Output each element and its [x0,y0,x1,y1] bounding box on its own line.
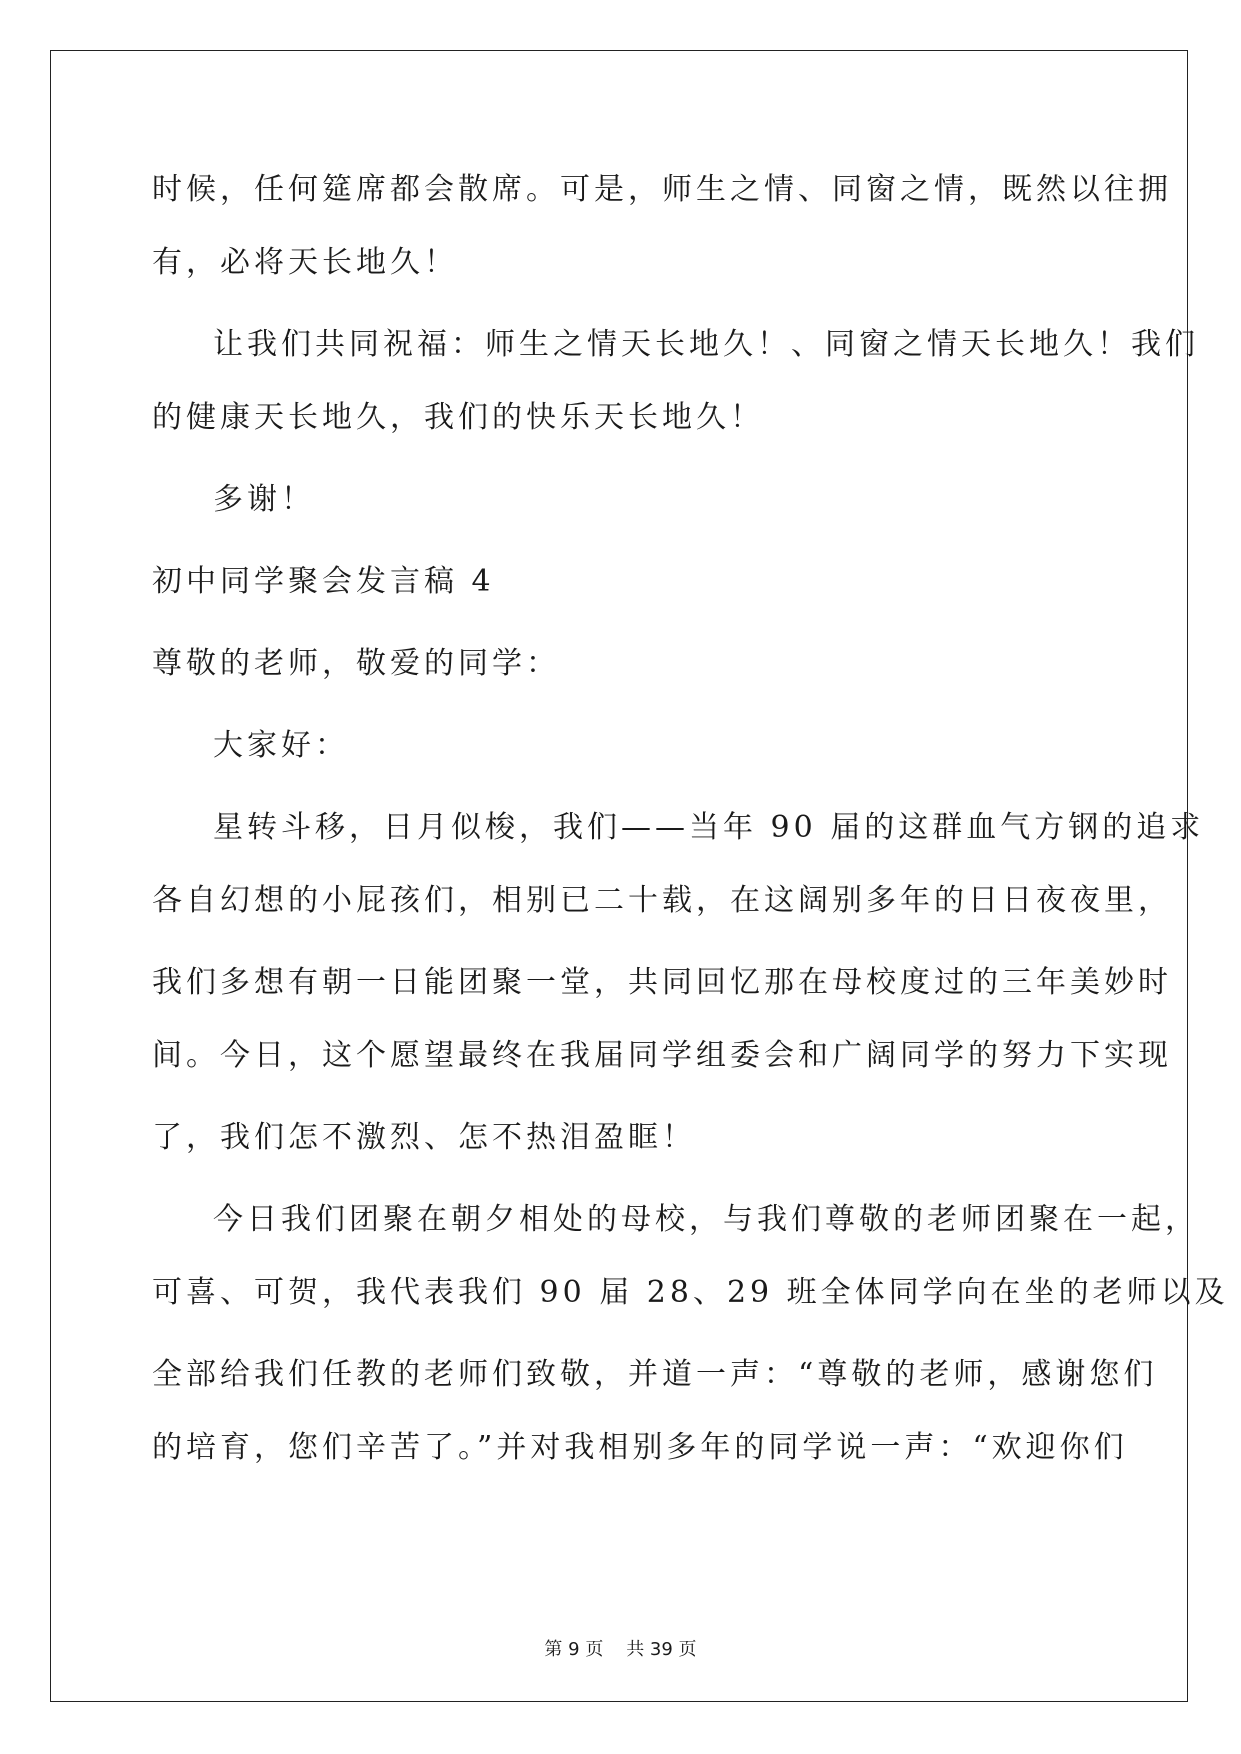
text-line: 全部给我们任教的老师们致敬，并道一声：“尊敬的老师，感谢您们 [152,1357,1158,1392]
section-heading: 初中同学聚会发言稿 4 [152,564,495,599]
text-line: 的健康天长地久，我们的快乐天长地久！ [152,400,764,435]
text-line: 各自幻想的小屁孩们，相别已二十载，在这阔别多年的日日夜夜里， [152,883,1172,918]
text-line: 的培育，您们辛苦了。”并对我相别多年的同学说一声：“欢迎你们 [152,1430,1128,1465]
greeting: 大家好： [213,728,349,763]
text-line: 可喜、可贺，我代表我们 90 届 28、29 班全体同学向在坐的老师以及 [152,1275,1229,1310]
salutation: 尊敬的老师，敬爱的同学： [152,646,560,681]
text-line: 有，必将天长地久！ [152,245,458,280]
text-line: 时候，任何筵席都会散席。可是，师生之情、同窗之情，既然以往拥 [152,172,1172,207]
page-footer: 第 9 页 共 39 页 [544,1639,697,1660]
text-line: 间。今日，这个愿望最终在我届同学组委会和广阔同学的努力下实现 [152,1038,1172,1073]
text-line: 我们多想有朝一日能团聚一堂，共同回忆那在母校度过的三年美妙时 [152,965,1172,1000]
text-line: 了，我们怎不激烈、怎不热泪盈眶！ [152,1120,696,1155]
text-line: 星转斗移，日月似梭，我们——当年 90 届的这群血气方钢的追求 [213,810,1205,845]
text-line: 多谢！ [213,482,315,517]
text-line: 让我们共同祝福：师生之情天长地久！、同窗之情天长地久！我们 [213,327,1199,362]
text-line: 今日我们团聚在朝夕相处的母校，与我们尊敬的老师团聚在一起， [213,1202,1199,1237]
